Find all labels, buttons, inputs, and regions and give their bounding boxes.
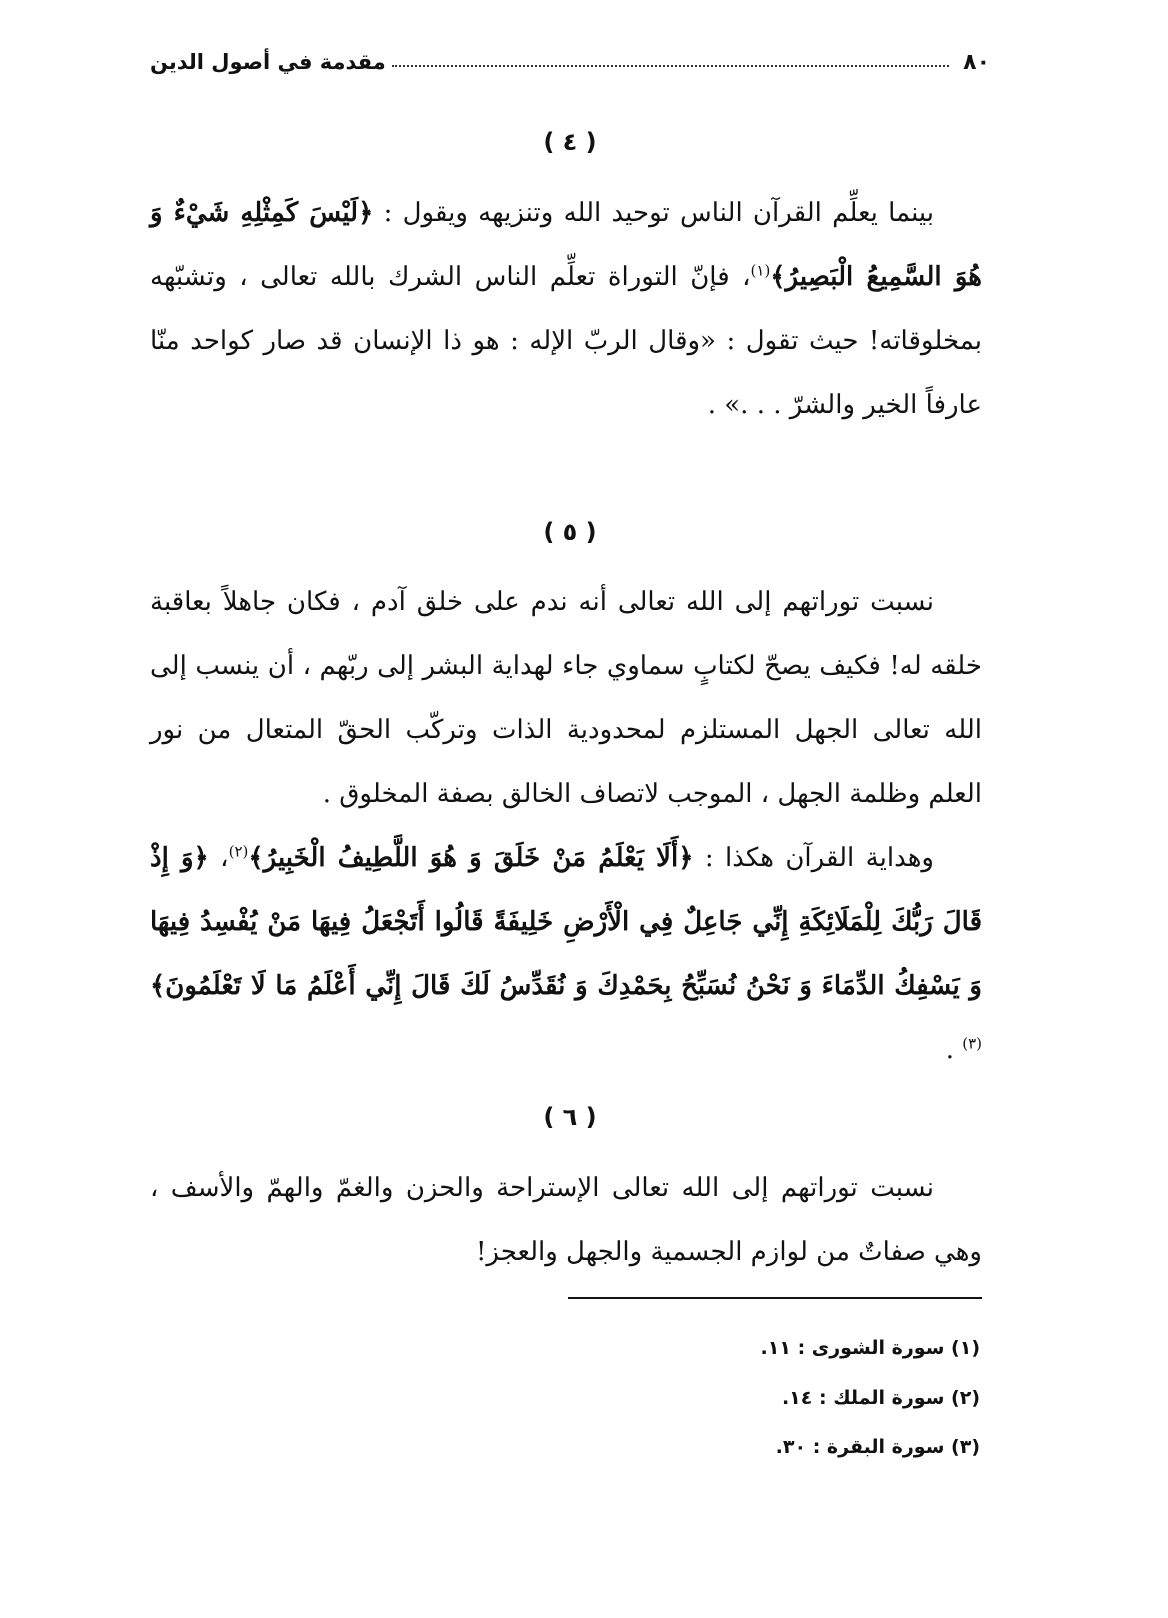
quran-verse: ﴿وَ إِذْ قَالَ رَبُّكَ لِلْمَلَائِكَةِ إِنِّي جَاعِلٌ فِي الْأَرْضِ خَلِيفَةً قَالُوا أَتَجْعَلُ فِيهَا مَنْ يُفْسِدُ فِيهَا وَ يَسْفِكُ الدِّمَاءَ وَ نَحْنُ نُسَبِّحُ بِحَمْدِكَ وَ نُقَدِّسُ لَكَ قَالَ إِنِّي أَعْلَمُ مَا لَا تَعْلَمُونَ﴾ bbox=[150, 843, 982, 1001]
footnote-marker: (١) bbox=[750, 261, 771, 280]
footnote-marker: (٢) bbox=[228, 842, 249, 861]
paragraph-text: نسبت توراتهم إلى الله تعالى الإستراحة والحزن والغمّ والهمّ والأسف ، وهي صفاتٌ من لوازم الجسمية والجهل والعجز! bbox=[150, 1173, 982, 1267]
running-header bbox=[150, 40, 990, 84]
paragraph-text: ، bbox=[208, 843, 229, 873]
quran-verse: ﴿لَيْسَ كَمِثْلِهِ شَيْءٌ وَ هُوَ السَّمِيعُ الْبَصِيرُ﴾ bbox=[150, 198, 982, 292]
paragraph-text: نسبت توراتهم إلى الله تعالى أنه ندم على خلق آدم ، فكان جاهلاً بعاقبة خلقه له! فكيف يصحّ لكتابٍ سماوي جاء لهداية البشر إلى ربّهم ، أن ينسب إلى الله تعالى الجهل المستلزم لمحدودية الذات وتركّب الحقّ المتعال من نور العلم وظلمة الجهل ، الموجب لاتصاف الخالق بصفة المخلوق . bbox=[150, 587, 982, 809]
section-number-6: ( ٦ ) bbox=[543, 1103, 597, 1131]
section-5-paragraph-1 bbox=[150, 570, 982, 826]
quran-verse: ﴿أَلَا يَعْلَمُ مَنْ خَلَقَ وَ هُوَ اللَّطِيفُ الْخَبِيرُ﴾ bbox=[248, 843, 694, 873]
book-title: مقدمة في أصول الدين bbox=[150, 50, 386, 74]
footnote-1: (١) سورة الشورى : ١١. bbox=[760, 1337, 980, 1359]
footnote-separator bbox=[568, 1297, 982, 1299]
section-number-4: ( ٤ ) bbox=[543, 128, 597, 156]
section-4-paragraph bbox=[150, 181, 982, 437]
section-number-5: ( ٥ ) bbox=[543, 518, 597, 546]
paragraph-text: بينما يعلِّم القرآن الناس توحيد الله وتنزيهه ويقول : bbox=[373, 198, 934, 228]
paragraph-text: . bbox=[945, 1035, 963, 1065]
section-6-paragraph bbox=[150, 1156, 982, 1284]
header-dot-leader bbox=[392, 65, 949, 67]
footnote-3: (٣) سورة البقرة : ٣٠. bbox=[775, 1436, 980, 1458]
page-number: ٨٠ bbox=[963, 49, 990, 75]
section-5-paragraph-2 bbox=[150, 826, 982, 1082]
paragraph-text: ، فإنّ التوراة تعلِّم الناس الشرك بالله تعالى ، وتشبّهه بمخلوقاته! حيث تقول : «وقال الربّ الإله : هو ذا الإنسان قد صار كواحد منّا عارفاً الخير والشرّ . . .» . bbox=[150, 262, 982, 420]
paragraph-text: وهداية القرآن هكذا : bbox=[693, 843, 934, 873]
footnote-marker: (٣) bbox=[962, 1034, 982, 1053]
footnote-2: (٢) سورة الملك : ١٤. bbox=[781, 1387, 980, 1409]
